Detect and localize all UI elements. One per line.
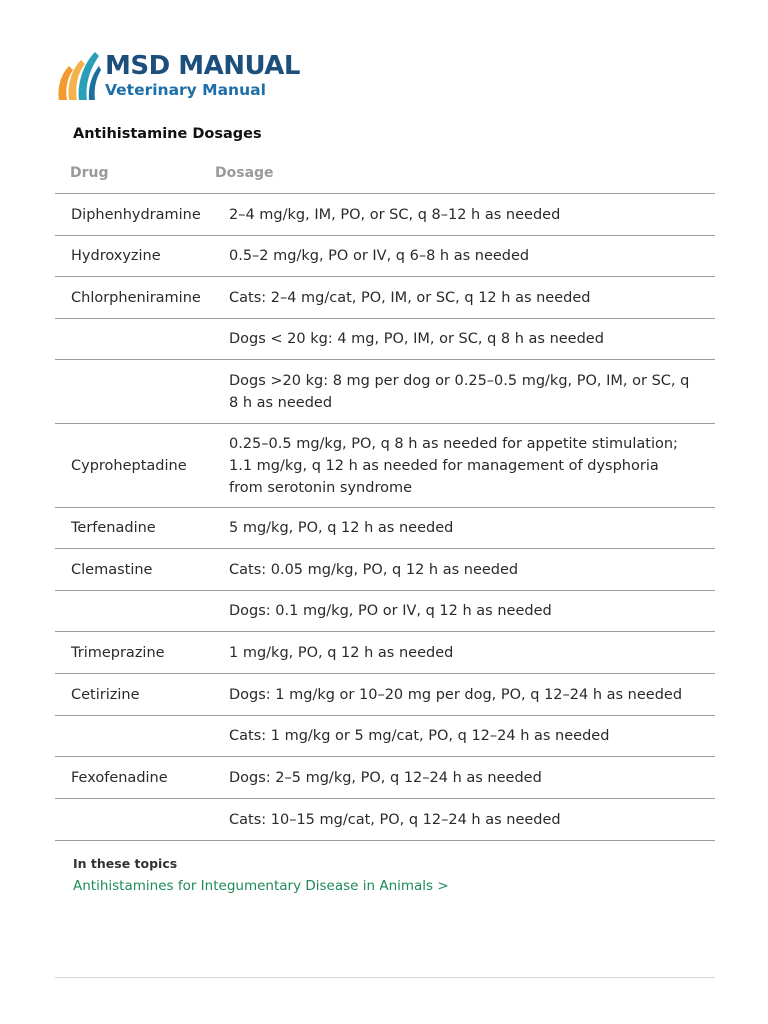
logo-mark-icon: [55, 48, 103, 102]
table-row: [55, 716, 715, 757]
dosage-cell: 2–4 mg/kg, IM, PO, or SC, q 8–12 h as needed: [229, 206, 561, 223]
dosage-cell: 0.5–2 mg/kg, PO or IV, q 6–8 h as needed: [229, 248, 530, 264]
dosage-cell: 0.25–0.5 mg/kg, PO, q 8 h as needed for appetite stimulation; 1.1 mg/kg, q 12 h as needed for management of dysphoria from serotonin syndrome: [229, 435, 678, 496]
brand-subtitle: Veterinary Manual: [105, 80, 266, 99]
dosage-cell: Dogs: 0.1 mg/kg, PO or IV, q 12 h as needed: [229, 603, 552, 619]
table-title: Antihistamine Dosages: [73, 126, 262, 142]
dosage-cell: Cats: 10–15 mg/cat, PO, q 12–24 h as needed: [229, 811, 561, 828]
table-row: [55, 277, 715, 319]
drug-cell: Clemastine: [71, 561, 153, 578]
drug-cell: Hydroxyzine: [71, 248, 161, 264]
table-row: [55, 236, 715, 277]
drug-cell: Terfenadine: [71, 520, 156, 536]
table-row: [55, 424, 715, 508]
topics-label: In these topics: [73, 856, 178, 871]
table-row: [55, 549, 715, 591]
drug-cell: Chlorpheniramine: [71, 289, 201, 306]
dosage-cell: 1 mg/kg, PO, q 12 h as needed: [229, 644, 454, 661]
drug-cell: Diphenhydramine: [71, 206, 201, 223]
table-row: [55, 591, 715, 632]
drug-cell: Cyproheptadine: [71, 457, 187, 474]
table-row: [55, 508, 715, 549]
column-header-dosage: Dosage: [215, 164, 274, 181]
dosage-cell: Cats: 2–4 mg/cat, PO, IM, or SC, q 12 h as needed: [229, 289, 591, 306]
brand-title: MSD MANUAL: [105, 50, 300, 81]
table-row: [55, 632, 715, 674]
dosage-cell: Dogs >20 kg: 8 mg per dog or 0.25–0.5 mg/kg, PO, IM, or SC, q 8 h as needed: [229, 372, 690, 411]
bottom-divider: [55, 977, 715, 978]
msd-manual-logo[interactable]: [55, 48, 300, 102]
table-row: [55, 799, 715, 841]
table-row: [55, 674, 715, 716]
table-row: [55, 360, 715, 424]
table-row: [55, 194, 715, 236]
dosage-table: [55, 152, 715, 841]
dosage-cell: Dogs < 20 kg: 4 mg, PO, IM, or SC, q 8 h as needed: [229, 331, 604, 347]
dosage-cell: Cats: 1 mg/kg or 5 mg/cat, PO, q 12–24 h as needed: [229, 728, 610, 744]
dosage-cell: Dogs: 1 mg/kg or 10–20 mg per dog, PO, q 12–24 h as needed: [229, 686, 683, 703]
column-header-drug: Drug: [70, 164, 109, 181]
dosage-cell: Cats: 0.05 mg/kg, PO, q 12 h as needed: [229, 561, 519, 578]
dosage-cell: Dogs: 2–5 mg/kg, PO, q 12–24 h as needed: [229, 769, 542, 786]
table-row: [55, 319, 715, 360]
drug-cell: Cetirizine: [71, 686, 140, 703]
drug-cell: Trimeprazine: [71, 644, 165, 661]
drug-cell: Fexofenadine: [71, 769, 168, 786]
dosage-cell: 5 mg/kg, PO, q 12 h as needed: [229, 520, 454, 536]
table-header-row: [55, 152, 715, 194]
table-row: [55, 757, 715, 799]
topic-link[interactable]: Antihistamines for Integumentary Disease in Animals >: [73, 878, 449, 894]
